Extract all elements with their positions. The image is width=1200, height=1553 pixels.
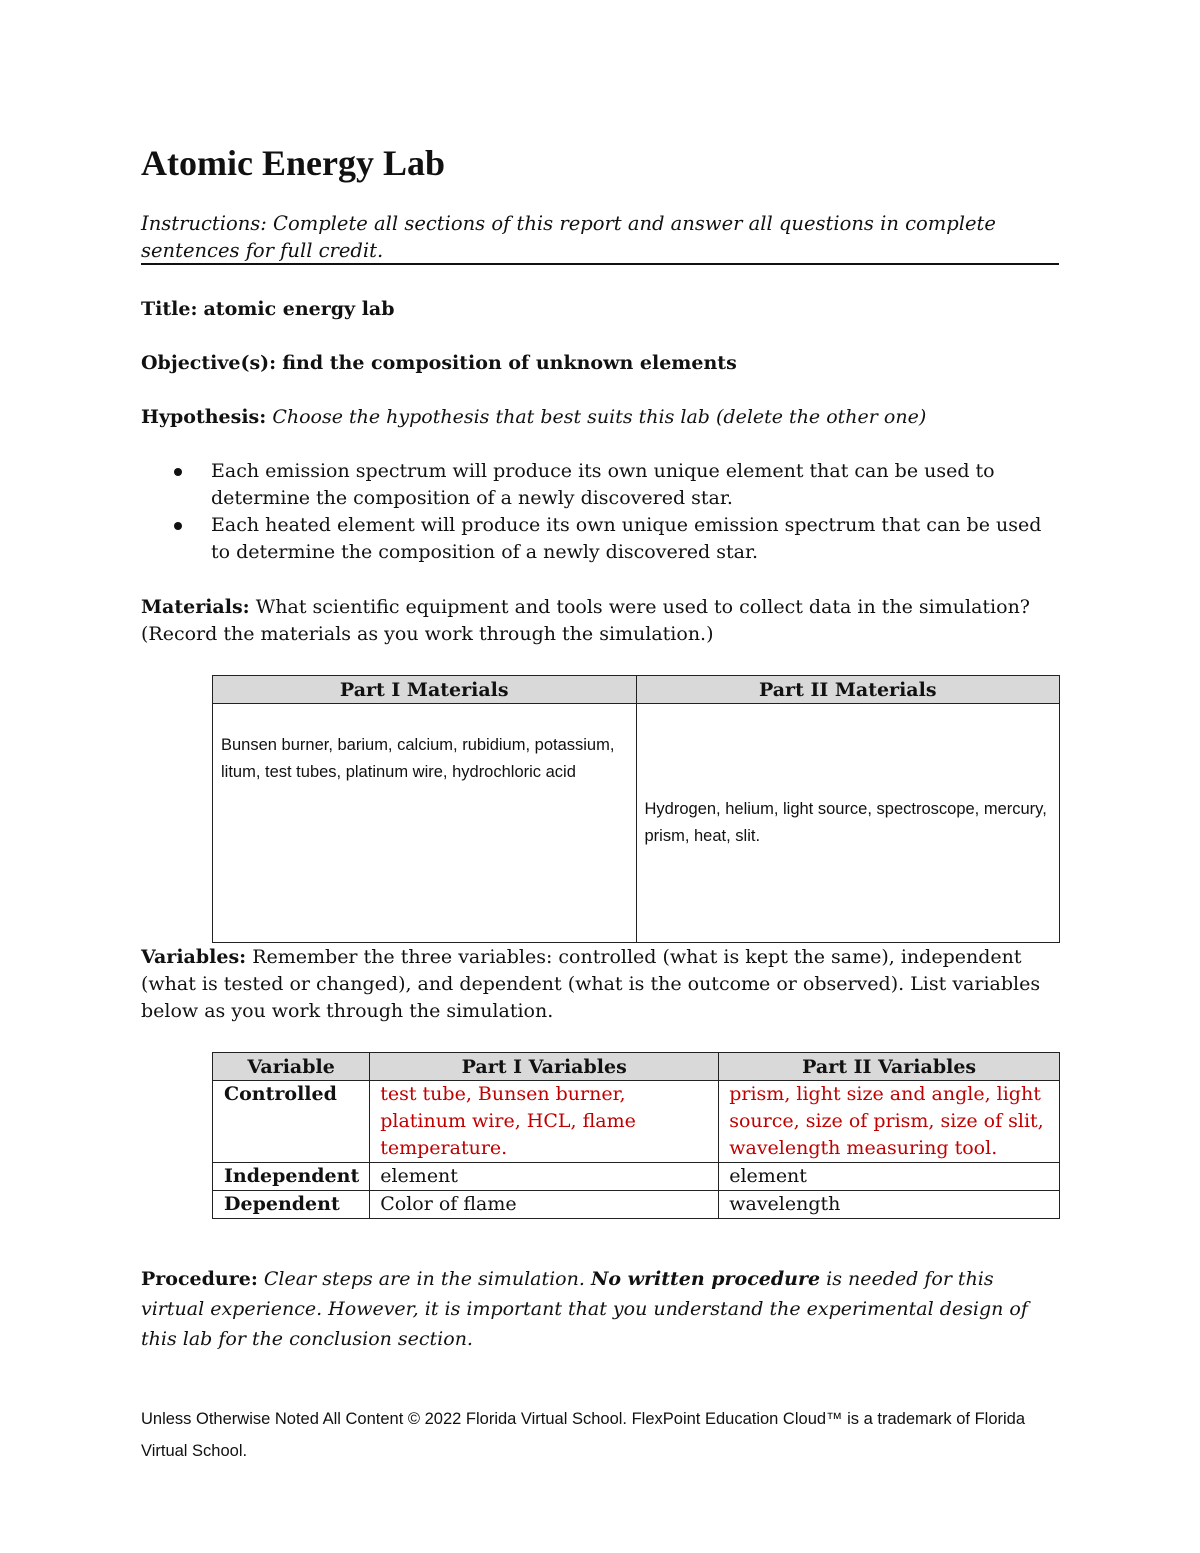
- materials-prompt: What scientific equipment and tools were used to collect data in the simulation? (Record the materials as you work through the simulation.): [141, 596, 1030, 645]
- objective-label: Objective(s):: [141, 352, 277, 374]
- hypothesis-label: Hypothesis:: [141, 406, 267, 428]
- hypothesis-option: [141, 458, 1059, 512]
- lab-title-label: Title:: [141, 298, 198, 320]
- row-label: Controlled: [213, 1081, 370, 1163]
- table-header: Part I Variables: [370, 1053, 719, 1081]
- independent-part1-cell[interactable]: element: [370, 1163, 719, 1191]
- table-row: [213, 1191, 1060, 1219]
- table-header: Variable: [213, 1053, 370, 1081]
- objective-line: [141, 350, 1059, 377]
- variables-line: [141, 944, 1059, 1025]
- table-header: Part II Materials: [636, 676, 1060, 704]
- hypothesis-option: [141, 512, 1059, 566]
- part1-materials-cell[interactable]: Bunsen burner, barium, calcium, rubidium, potassium, litum, test tubes, platinum wire, hydrochloric acid: [213, 704, 637, 943]
- lab-title-value: atomic energy lab: [203, 298, 395, 320]
- variables-prompt: Remember the three variables: controlled (what is kept the same), independent (what is tested or changed), and dependent (what is the outcome or observed). List variables below as you work through the simulation.: [141, 946, 1041, 1022]
- procedure-label: Procedure:: [141, 1268, 258, 1290]
- hypothesis-line: [141, 404, 1059, 431]
- part2-materials-cell[interactable]: Hydrogen, helium, light source, spectroscope, mercury, prism, heat, slit.: [636, 704, 1060, 943]
- page-title: Atomic Energy Lab: [141, 143, 445, 183]
- table-header-row: [213, 676, 1060, 704]
- procedure-text-bold: No written procedure: [590, 1268, 821, 1290]
- materials-label: Materials:: [141, 596, 250, 618]
- variables-label: Variables:: [141, 946, 247, 968]
- table-row: [213, 1163, 1060, 1191]
- lab-title-line: [141, 296, 1059, 323]
- table-header: Part II Variables: [719, 1053, 1060, 1081]
- dependent-part1-cell[interactable]: Color of flame: [370, 1191, 719, 1219]
- hypothesis-prompt: Choose the hypothesis that best suits this lab (delete the other one): [272, 406, 927, 428]
- bullet-icon: [174, 522, 182, 530]
- dependent-part2-cell[interactable]: wavelength: [719, 1191, 1060, 1219]
- table-header-row: [213, 1053, 1060, 1081]
- variables-table: [212, 1052, 1060, 1219]
- bullet-icon: [174, 468, 182, 476]
- controlled-part1-cell[interactable]: test tube, Bunsen burner, platinum wire, HCL, flame temperature.: [370, 1081, 719, 1163]
- hypothesis-options: [141, 458, 1059, 566]
- controlled-part2-cell[interactable]: prism, light size and angle, light source, size of prism, size of slit, wavelength measuring tool.: [719, 1081, 1060, 1163]
- hypothesis-option-text: Each heated element will produce its own unique emission spectrum that can be used to determine the composition of a newly discovered star.: [211, 514, 1042, 563]
- table-header: Part I Materials: [213, 676, 637, 704]
- independent-part2-cell[interactable]: element: [719, 1163, 1060, 1191]
- procedure-text-a: Clear steps are in the simulation.: [263, 1268, 585, 1290]
- divider: [141, 263, 1059, 265]
- row-label: Independent: [213, 1163, 370, 1191]
- table-row: [213, 1081, 1060, 1163]
- materials-line: [141, 594, 1059, 648]
- table-row: [213, 704, 1060, 943]
- materials-table: [212, 675, 1060, 943]
- hypothesis-option-text: Each emission spectrum will produce its own unique element that can be used to determine the composition of a newly discovered star.: [211, 460, 995, 509]
- row-label: Dependent: [213, 1191, 370, 1219]
- instructions: Instructions: Complete all sections of this report and answer all questions in complete sentences for full credit.: [141, 212, 996, 262]
- objective-value: find the composition of unknown elements: [282, 352, 737, 374]
- procedure-line: [141, 1264, 1059, 1354]
- procedure-text-b: is needed for this virtual experience. However, it is important that you understand the experimental design of this lab for the conclusion section.: [141, 1268, 1028, 1350]
- footer: Unless Otherwise Noted All Content © 2022 Florida Virtual School. FlexPoint Education Cloud™ is a trademark of Florida Virtual School.: [141, 1410, 1026, 1460]
